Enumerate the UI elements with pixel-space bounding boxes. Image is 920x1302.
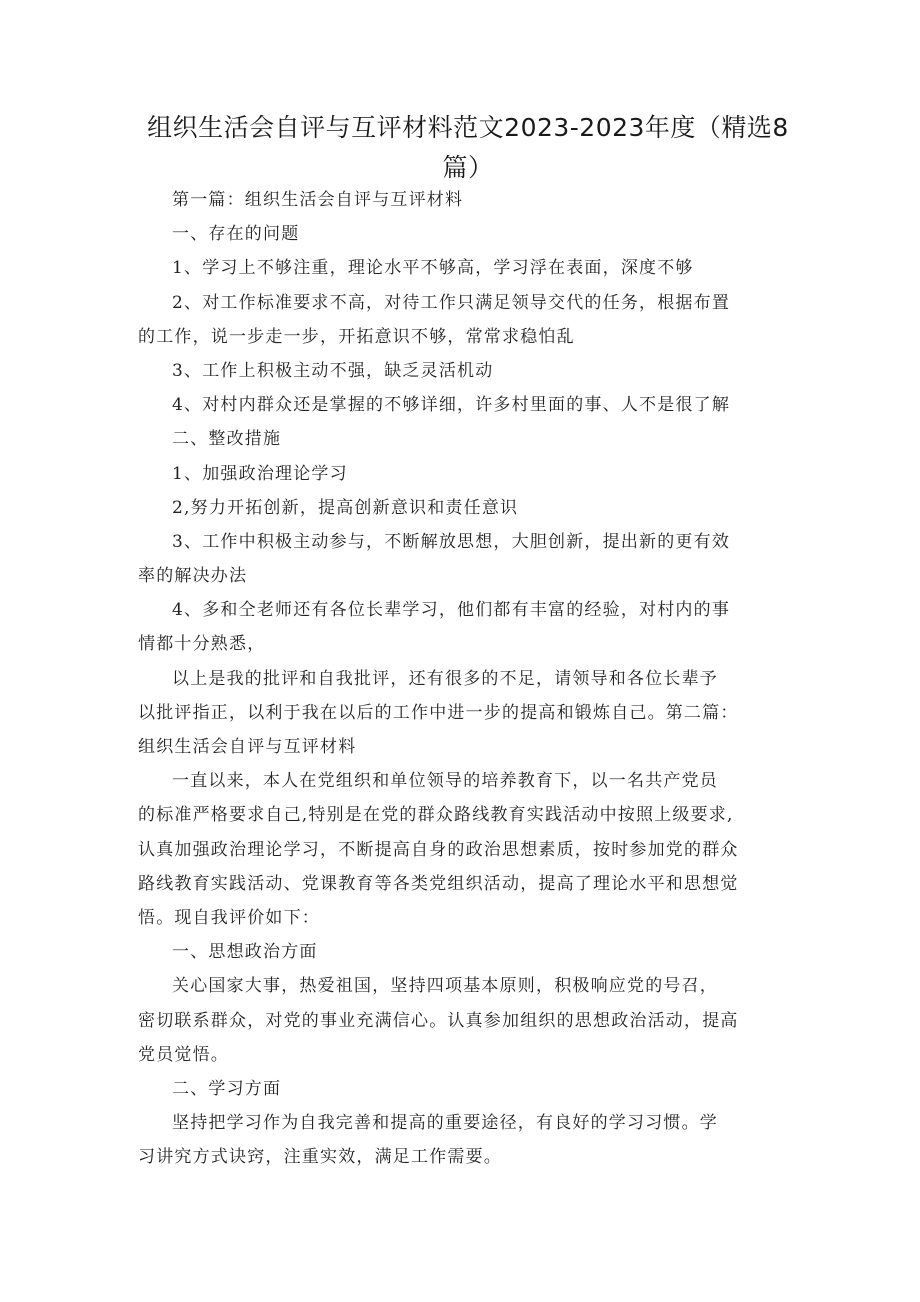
paragraph-line: 密切联系群众，对党的事业充满信心。认真参加组织的思想政治活动，提高	[138, 1010, 739, 1031]
paragraph-line: 以上是我的批评和自我批评，还有很多的不足，请领导和各位长辈予	[172, 668, 718, 689]
paragraph-line: 党员觉悟。	[138, 1044, 229, 1065]
list-item-continuation: 率的解决办法	[138, 566, 248, 587]
list-item: 4、对村内群众还是掌握的不够详细，许多村里面的事、人不是很了解	[172, 395, 731, 416]
paragraph-line: 关心国家大事，热爱祖国，坚持四项基本原则，积极响应党的号召，	[172, 976, 718, 997]
section-heading: 第一篇：组织生活会自评与互评材料	[172, 190, 464, 210]
paragraph-line: 习讲究方式诀窍，注重实效，满足工作需要。	[138, 1147, 502, 1168]
paragraph-line: 以批评指正，以利于我在以后的工作中进一步的提高和锻炼自己。第二篇：	[138, 702, 739, 723]
paragraph-line: 坚持把学习作为自我完善和提高的重要途径，有良好的学习习惯。学	[172, 1113, 718, 1134]
list-item: 1、学习上不够注重，理论水平不够高，学习浮在表面，深度不够	[172, 258, 694, 279]
document-body	[138, 183, 798, 1174]
list-item: 4、多和仝老师还有各位长辈学习，他们都有丰富的经验，对村内的事	[172, 600, 731, 621]
paragraph-line: 一直以来，本人在党组织和单位领导的培养教育下，以一名共产党员	[172, 771, 718, 792]
paragraph-line: 的标准严格要求自己,特别是在党的群众路线教育实践活动中按照上级要求,	[138, 805, 734, 826]
list-item: 1、加强政治理论学习	[172, 463, 348, 484]
list-item: 3、工作上积极主动不强，缺乏灵活机动	[172, 360, 494, 381]
title-line-2: 篇）	[442, 153, 494, 182]
subheading: 一、存在的问题	[172, 224, 300, 245]
list-item: 2、对工作标准要求不高，对待工作只满足领导交代的任务，根据布置	[172, 292, 731, 313]
paragraph-line: 组织生活会自评与互评材料	[138, 737, 357, 757]
subheading: 二、学习方面	[172, 1078, 282, 1099]
list-item-continuation: 的工作，说一步走一步，开拓意识不够，常常求稳怕乱	[138, 326, 575, 347]
title-line-1: 组织生活会自评与互评材料范文2023-2023年度（精选8	[147, 113, 789, 142]
paragraph-line: 悟。现自我评价如下：	[138, 907, 320, 928]
paragraph-line: 认真加强政治理论学习，不断提高自身的政治思想素质，按时参加党的群众	[138, 839, 739, 860]
document-title	[138, 108, 798, 188]
list-item: 2,努力开拓创新，提高创新意识和责任意识	[172, 497, 519, 518]
subheading: 一、思想政治方面	[172, 942, 318, 963]
list-item-continuation: 情都十分熟悉，	[138, 634, 266, 655]
list-item: 3、工作中积极主动参与，不断解放思想，大胆创新，提出新的更有效	[172, 531, 731, 552]
paragraph-line: 路线教育实践活动、党课教育等各类党组织活动，提高了理论水平和思想觉	[138, 873, 739, 894]
subheading: 二、整改措施	[172, 429, 282, 450]
